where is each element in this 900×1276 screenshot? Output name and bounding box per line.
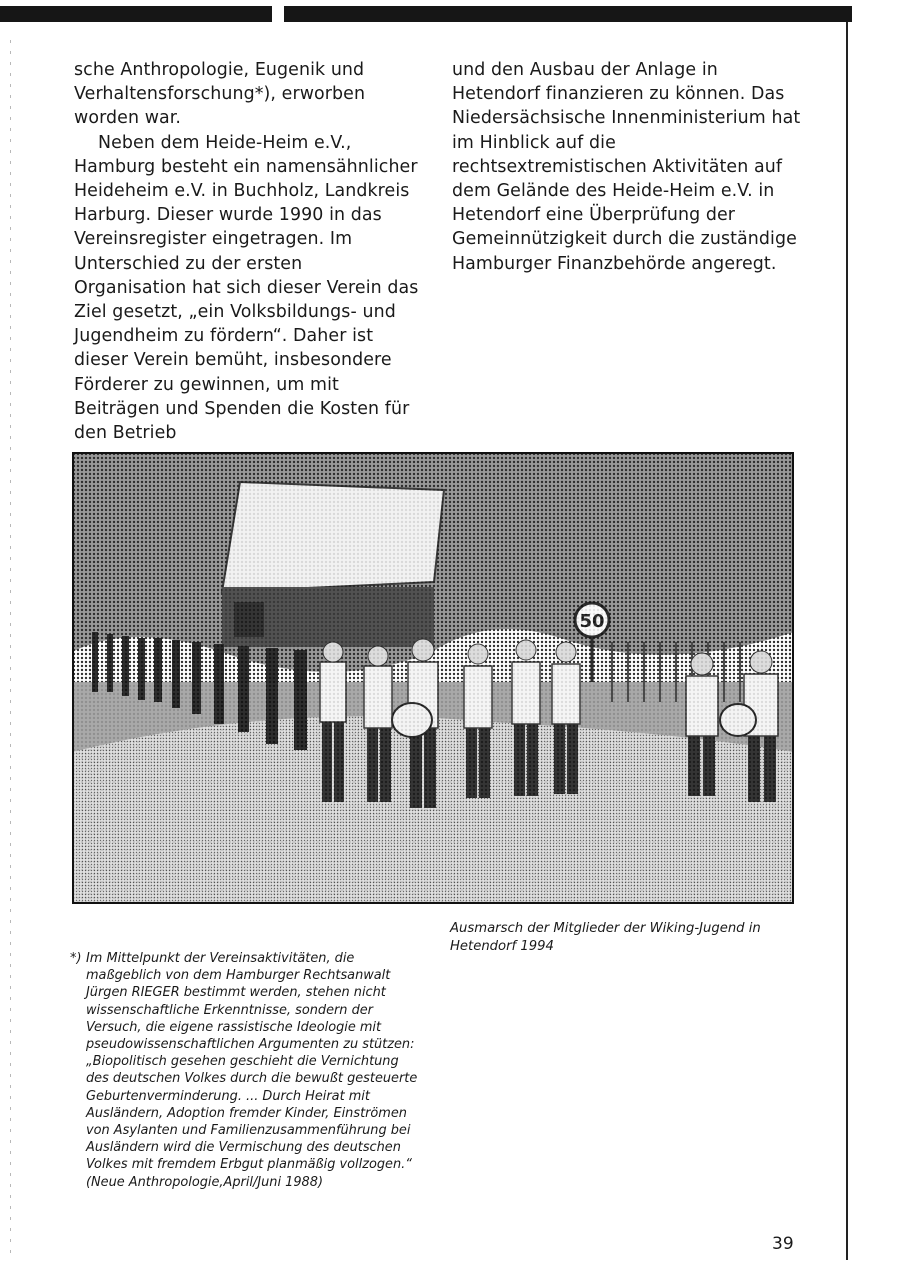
footnote-marker: *) xyxy=(70,951,82,966)
photo-caption: Ausmarsch der Mitglieder der Wiking-Jugend in Hetendorf 1994 xyxy=(450,921,761,954)
left-column xyxy=(74,58,419,445)
page-number: 39 xyxy=(772,1234,794,1254)
right-margin-rule xyxy=(846,22,848,1260)
paragraph-1: sche Anthropologie, Eugenik und Verhaltensforschung*), erworben worden war. xyxy=(74,60,366,129)
footnote-text: Im Mittelpunkt der Vereinsaktivitäten, die maßgeblich von dem Hamburger Rechtsanwalt Jürgen RIEGER bestimmt werden, stehen nicht wissenschaftliche Erkenntnisse, sondern der Versuch, die eigene rassistische Ideologie mit pseudowissenschaftlichen Argumenten zu stützen: „Biopolitisch gesehen geschieht die Vernichtung des deutschen Volkes durch die bewußt gesteuerte Geburtenverminderung. ... Durch Heirat mit Ausländern, Adoption fremder Kinder, Einströmen von Asylanten und Familienzusammenführung bei Ausländern wird die Vermischung des deutschen Volkes mit fremdem Erbgut planmäßig vollzogen.“ (Neue Anthropologie,April/Juni 1988) xyxy=(86,951,418,1190)
paragraph-2: Neben dem Heide-Heim e.V., Hamburg besteht ein namensähnlicher Heideheim e.V. in Buchholz, Landkreis Harburg. Dieser wurde 1990 in das Vereinsregister eingetragen. Im Unterschied zu der ersten Organisation hat sich dieser Verein das Ziel gesetzt, „ein Volksbildungs- und Jugendheim zu fördern“. Daher ist dieser Verein bemüht, insbesondere Förderer zu gewinnen, um mit Beiträgen und Spenden die Kosten für den Betrieb xyxy=(74,132,419,444)
scan-edge xyxy=(10,40,11,1260)
right-column xyxy=(452,58,802,276)
footnote xyxy=(70,950,422,1191)
header-bar xyxy=(0,6,852,22)
speed-sign-text: 50 xyxy=(579,611,605,632)
march-photo xyxy=(72,452,794,904)
paragraph-3: und den Ausbau der Anlage in Hetendorf finanzieren zu können. Das Niedersächsische Innenministerium hat im Hinblick auf die rechtsextremistischen Aktivitäten auf dem Gelände des Heide-Heim e.V. in Hetendorf eine Überprüfung der Gemeinnützigkeit durch die zuständige Hamburger Finanzbehörde angeregt. xyxy=(452,60,801,274)
